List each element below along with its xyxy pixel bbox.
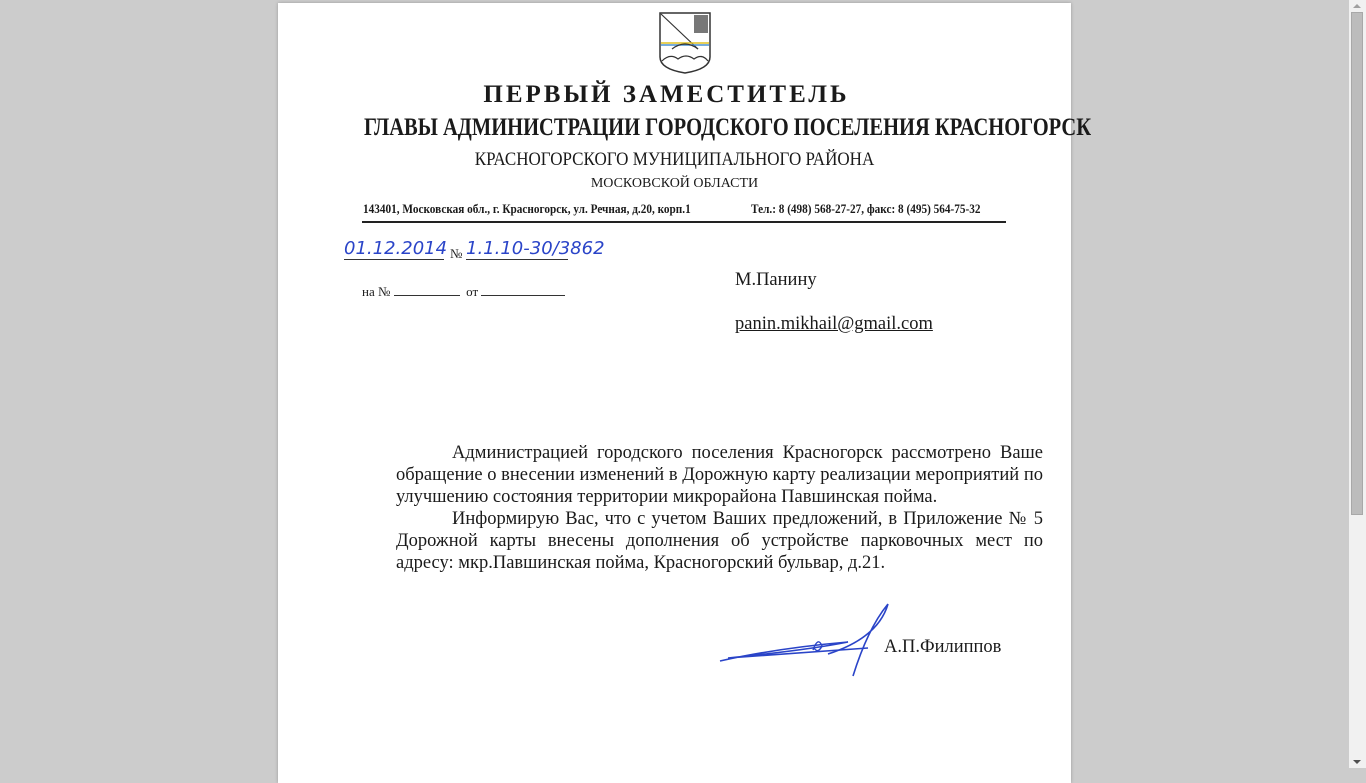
letterhead-subtitle: ГЛАВЫ АДМИНИСТРАЦИИ ГОРОДСКОГО ПОСЕЛЕНИЯ КРАСНОГОРСК	[364, 114, 1092, 141]
letterhead-phone: Тел.: 8 (498) 568-27-27, факс: 8 (495) 564-75-32	[751, 202, 981, 216]
letterhead-region: МОСКОВСКОЙ ОБЛАСТИ	[590, 176, 759, 191]
vertical-scrollbar[interactable]	[1349, 0, 1366, 768]
letterhead-title: ПЕРВЫЙ ЗАМЕСТИТЕЛЬ	[483, 81, 850, 108]
body-paragraph: Администрацией городского поселения Красногорск рассмотрено Ваше обращение о внесении изменений в Дорожную карту реализации мероприятий по улучшению состояния территории микрорайона Павшинская пойма.	[396, 443, 1043, 507]
reference-prefix: на №	[362, 284, 391, 299]
letterhead-divider	[362, 221, 1006, 223]
letterhead-address: 143401, Московская обл., г. Красногорск, ул. Речная, д.20, корп.1	[363, 202, 691, 216]
recipient-name: М.Панину	[735, 270, 817, 290]
registration-date: 01.12.2014	[344, 238, 448, 259]
number-sign: №	[450, 246, 463, 261]
signer-name: А.П.Филиппов	[884, 637, 1002, 657]
scrollbar-thumb[interactable]	[1351, 12, 1363, 515]
letterhead-district: КРАСНОГОРСКОГО МУНИЦИПАЛЬНОГО РАЙОНА	[474, 150, 875, 170]
document-page	[278, 3, 1092, 783]
reference-line	[362, 284, 565, 300]
reference-date-blank	[481, 295, 565, 296]
body-paragraph: Информирую Вас, что с учетом Ваших предложений, в Приложение № 5 Дорожной карты внесены дополнения об устройстве парковочных мест по адресу: мкр.Павшинская пойма, Красногорский бульвар, д.21.	[396, 509, 1043, 573]
scroll-down-arrow-icon[interactable]	[1353, 760, 1361, 764]
reference-number-blank	[394, 295, 460, 296]
coat-of-arms-emblem	[658, 11, 712, 75]
letter-body	[396, 442, 1043, 574]
reference-from: от	[466, 284, 479, 299]
handwritten-signature	[718, 598, 898, 683]
recipient-email: panin.mikhail@gmail.com	[735, 314, 933, 334]
scroll-up-arrow-icon[interactable]	[1353, 4, 1361, 8]
registration-number: 1.1.10-30/3862	[466, 238, 605, 259]
